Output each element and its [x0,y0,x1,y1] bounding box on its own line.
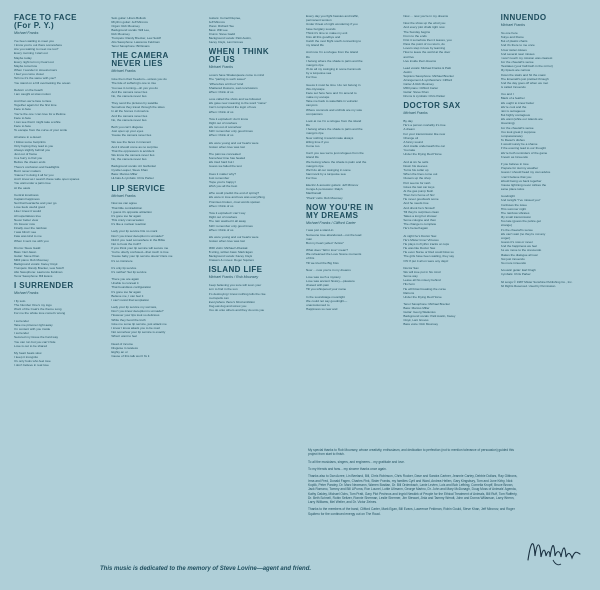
song-title: NOW YOU'RE IN MY DREAMS [306,202,374,220]
song-credits: Guitars: Cornell Dupree, Jeff Mironov Piano: Richard Tee Bass: Will Lee Drums: Steve Gadd Background vocals: Patti Austin, Kacey Cisyk, Lani Groves [208,16,252,45]
song-block [14,14,103,278]
lyric-verse: At night he's Doctor Sax He's Mister Inner Virtuoso He plays in rhythm tracks on tops He was like Doctor Sax He even Nurse or Red could blow so The girls have been wailing, they say Oh! If put it all on were any days! [403,233,455,263]
song-writer: Michael Franks / Rob Mounsey [208,275,259,280]
song-block [111,16,200,48]
song-title: LIP SERVICE [111,183,166,193]
lyric-verse: Now ... now you're in my dreams [306,267,351,272]
song-credits: Lead vocals: Michael Franks & Patti Austin Soprano Saxophone: Michael Brecker Arrangement & synthesizers: Clifford Carter & Rob Mounsey MIDI piano: Clifford Carter Guitar: Steve Khan Drums & cymbals: Chris Parker [403,65,454,99]
signature-icon [525,530,585,570]
lyric-verse: No one here Tokyo and Rome But of plastic chairs And it's there to me once A few stolen kisses And several near misses I won't touch my mission was clearest For the cheetah's sense Hesitates (your half-bath in the mirror) My lipsets are narrow Down the stairs and hit the coast The Emerald's just prettied through And the day goes off when we met Is called Innuendo [500,30,553,90]
lyrics-column [306,14,395,472]
lyric-verse: Love called the shots and we followed We gave new meaning to the word "naive" Can't comprehend the logic of love When I think of us [208,97,267,114]
lyric-verse: Dead of income Disguise it careless Eighty an or Cause of this talk won't fix it [111,341,150,359]
lyric-verse: Look at me I'm a refugee from the island life I belong where the shade is palm and the mango's ripe Now nothing it would make always killing time if you Come too [306,118,363,148]
lyric-verse: How it exploded I can't say Right out of nowhere The rain washed it all away Still I remember only good times When I think of us [208,210,253,232]
lyric-verse: Doctor Sax We will love put in his mind Some way Leave all his misery behind His horn He will blow breaking the curse Ratrons Under the Flying Red Horse [403,265,446,299]
song-block [209,266,298,312]
song-writer: Michael Franks [14,291,39,296]
lyric-verse: Now the show up the wind you And every plot chalk right now The Sunday begins From to the ends First it somehow then it leaves, you Pass the point of no return, do Lovers step in love by learning How to leave the world at the door and live Live inside their dreams [403,21,452,63]
lyric-verse: Lovers have Shakespeare come to mind The "parting is such sweet" "Wherefore art thou" kind Shattered illusions, sad conclusions When I think of us [208,73,265,94]
song-block [14,282,103,367]
lyric-verse: By day He's a person mortality it's true A dream For your transmission like new Change oil A funny sound And cradle underneath the car You take Under the Flying Red Horse [403,119,446,157]
copyright-notice: All songs © 1987 Mister Sunshine Publishing Co., Inc. All Rights Reserved. Used by Permission. [500,280,573,289]
lyric-verse: I fly solo The Number One's my logo Worit of the Coat's the theme song For me the whole love comet's wrong [14,298,66,316]
lyrics-column [209,14,298,472]
song-credits: Solo guitar: Hiram Bullock Rhythm guitar: Jeff Mironov Organ: Rob Mounsey Background vocals: Will Lee, Rob Mounsey Trumpets: Randy Brecker, Lew Soloff Alto Saxophone: Lawrence Feldman Tenor Saxophone: Bill Evans [111,16,161,49]
song-block [403,14,492,98]
lyric-verse: They send the pictures by satellite Somehow they travel through the skies In all the homes in America And the camera never lies No, the camera never lies [111,101,165,122]
song-writer: Michael Franks [14,31,39,35]
song-credits: MIDI violin: Michael Urbaniak B string, written bass: Mark Egan Background vocals: Kacey Cisyk Drawers & moves: Roger Squitero [208,246,255,263]
song-writer: Michael Franks [111,69,136,74]
thanks-paragraph: To my friends and fans... my sincere thanks once again. [308,466,387,471]
lyric-verse: What does "fall in love" mean? We rehearsed the Love Scene moments of this Till we tried the Big Kiss [306,248,362,265]
lyrics-columns [14,14,590,472]
song-writer: Michael Franks [111,193,136,198]
lyric-verse: Give them their freedom—unless you do The tide of suffering's one to rise You see it coming—oh yes you do And the camera never lies No, the camera never lies [111,77,167,98]
lyric-verse: Now we can agree That little contradiction I guess it's opposite attraction It's gone too far again This crazy conversation It's like a nuclear reaction [111,201,152,227]
song-block [111,52,200,180]
lyric-verse: Now ... now you're in my dreams [403,14,449,18]
song-writer: Michael Franks [403,111,428,116]
lyric-verse: Lady your lip service my sorrows, Don't you know deception is unmade? However your lips look so delicious While they bend the truth Give me some lip service, just attack me I know I know attack you to be mad Not somehow your lip service is exactly What I want to feel [111,305,167,339]
song-title: WHEN I THINK OF US [208,47,270,65]
lyrics-column [403,14,492,472]
song-block [501,14,590,276]
lyric-verse: I've been waiting to meet you I know you're out there somewhere Are you waiting to meet me too? Every morning I start out Maybe today Every night turn my heart out Maybe tomorrow When I wonder in streetcorners I feel you come closer Tell me it's the same with you? You stand on a hill overlooking the ocean [14,38,71,85]
song-block [209,48,298,262]
lyric-verse: We were young and our hearts were broken when love was lost [208,140,259,149]
song-block [111,185,200,359]
lyric-verse: Who could predict the end of spring? We were in love and love was everything Promises broken, cruel words spoken When I think of us [208,191,265,208]
lyric-verse: Love was such a mystery Love was ancient history—pleasure chased with pain Till you whispered your name [306,274,355,292]
lyric-verse: The pain we concealed Somehow time has healed We tried hard but I Guess we failed the test [208,151,246,169]
lyric-verse: There you are again Unable to conceal it That boundless configuration It's gone too far again Believe me, I can feel it I can't resist that temptation [111,277,152,302]
song-block [306,14,395,200]
thanks-paragraph: Thanks also to Dan Acree, Lin Beeland, Bill, Chris Robinson, Chris Rocker, Dave and Sandra Cartner, Jeannie Cartey, Debbie Dollars, Ray Gibbons, Irma and Fred, Donald Fagen, Charles Fink, Sister Franks, my families Cyril and Ward, Andrea Hellen, Gary Kingsbury, Tom and June Kirby, Nick Koplik, Peter Pandey, Dr. Marc Newmann, Warren Bostian, Dr. Bill Ordenbach, Lanie Levien, Lois and Bob Lefbing, Cornelia Kropff, Bruce Brown, Jack Romano, Tommy and Bill LiPuma, Ron Lounel, Lottie Ullmann, George Marino, Dr. John and Mary McDonagh, Doug Moss of Animals' Agenda, Kathy Oakley, Michael Ochs, Tom Pratt, Gary Plot Pechnos and Ingrid Newkirk of People for the Ethical Treatment of Animals, Bill Ruff, Tom Rafferty, Dr. Beth Schnell, Robin Seltzer, Ronnie Sherman, Leslie Shermer, Jim Stewart, Jinla and Tammy Wendt, John and Donna Willanson, Larry Wrenn, Larry Williams, Mel Weiler, and Dr. Victor Zeines. [308,474,518,505]
thanks-paragraph: To all the musicians, singers, and engineers... my gratitude and love. [308,459,405,464]
lyric-verse: Guess it must be time I do not belong in this cityscape Face set here here and I'm amend to make my escape Take me back to waterfalls in volcanic canyons Where coconuts and orchids are my sole companions [306,82,363,116]
lyric-verse: Can't you see we're just refugees from the island life We belong where the shade is palm and the mango's ripe We'll do all our swinging in some hammock by a turquoise sea For free [306,151,367,181]
song-writer: Michael Franks / Clifford Carter [306,220,356,225]
lyric-verse: I was just a stand-in Someone love abandoned—not the lead man But my heart yelled "Action" [306,228,362,245]
lyrics-column [111,14,200,472]
song-credits: Electric & acoustic guitars: Jeff Mironov Conga & percussion: Ralph MacDonald "Pluck" cello: Rob Mounsey [306,183,359,200]
thanks-paragraph: My special thanks to Rob Mounsey, whose creativity, enthusiasm, and dedication to perfection (not to mention tolerance of persuasion) guided this project from start to finish. [308,448,514,457]
song-credits: Drums: Steve Gadd Bass: Neil Jason Guitar: Steve Khan MIDI piano: Rob Mounsey Background vocals: Kacey Cisyk Trumpets: Randy Brecker, Lew Soloff Alto Saxophone: Lawrence Feldman Tenor Saxophone: Bill Evans [14,245,64,279]
lyric-verse: We see the faces in innocent And it should come as no surprise That the oppressors is accident We know the camera never lies No, the camera never lies [111,140,158,162]
lyric-verse: Does it matter why? Just remember Hope you're happy I Wish you all the best [208,171,238,189]
song-title: INNUENDO [500,14,547,22]
song-title: FACE TO FACE (For P. Y.) [14,14,77,30]
song-title: I SURRENDER [14,281,74,291]
lyric-verse: If you believe in love Prepare for stormy weather Guess I should head my own advice I can't believe that you Would being us back together 'Cause lightning never strikes the same place twice [500,162,551,192]
song-credits: Background vocals: Art Garfunkel Cyndie Lauper, Steve Khan Bass: Marcus Miller Hi-hats & cymbals: Chris Parker [111,164,156,181]
lyric-verse: My heart beats slow I keep it incognito It's only fools who feel love I don't believe in real love [14,350,51,368]
lyric-verse: In the soundstage moonlight We could not say goodnight— unaccustomed to Happiness so new and [306,294,348,312]
lyric-verse: Every day you fight hassles and traffic, permanent tension Under threat of night wondering if you have burglary sounds Think it's time to make my exit Kiss all this goodbye and Catch the next flight south connecting to my island life [306,14,362,48]
lyric-verse: You and I Black of a feather We ought to know better We're cool and the rain is outrageous But highly contagious We want (while our islands are dreaming) For the cheetah's sense You look great (I suppose compassionate) To Raoul's dishes It would surely be a shame If the evening lead to our thought We're both reminders of the game Known as Innuendo [500,92,548,159]
dedication: This music is dedicated to the memory of Steve Lovine—agent and friend. [100,566,312,572]
lyrics-column [14,14,103,472]
song-title: DOCTOR SAX [403,101,461,111]
song-writer: Michael Franks [500,23,526,27]
song-block [209,16,298,44]
thanks-paragraph: Thanks to the members of the band, Clifford Carter, Mark Egan, Bill Evans, Lawrence Feldman, Robin Gould, Steve Khan, Jeff Mironov, and Roger Squitero for the continued energy out on The Road. [308,507,515,516]
song-credits: Acoustic guitar: Earl Klugh Cymbals: Chris Parker [500,268,536,277]
lyric-verse: And at six he sells Down his sleeves Turns his collar up When the lines come out Closers up the shop Port seems for rash Gives the last car keys At the gas pump flush Then he's home of his! He never goodwork some And he needs true And drunk he's himself Till they're surprises clean Takes a long hot shower Some cologne and then The change is complete He's herself again [403,159,439,231]
lyric-verse: How it exploded I don't know Right out of nowhere We ran out of somehow Still I remember only good times When I think of us [208,116,253,138]
lyric-verse: Reborn on the beach I am caught at slow motion [14,87,51,96]
song-block [306,204,395,312]
lyric-verse: Lady your lip service hits no mark Don't you know deception is unmade? Didn't you read somewhere in the Bible Not to hook the truth? If you think your lip service will secure me You're utterly confused—that much is true 'Cause baby your lip service doesn't faze me It's so insincere [111,229,173,263]
lyric-verse: And now I'm a refugee from the island life I belong where the shade is palm and the mango's ripe I'll do all my swinging in some hammock by a turquoise sea For free [306,50,363,80]
song-block [403,102,492,326]
lyric-verse: Keep believing you sure will soon your turn to find in the sun It's destroying I know nothing lolls the rise metropolis can Everywhere there's blind ambition Dog eat dog and screw you You do unto others and they do unto you [208,283,266,313]
lyrics-column [501,14,590,472]
song-title: ISLAND LIFE [208,265,263,275]
lyric-verse: I surrender Take me prisoner right away I'm content with you inside I surrender Secured my tissue the hard way You can run but you can't hide Love is out to be shared [14,318,59,348]
song-writer: Michael Franks [208,65,234,70]
lyric-verse: And then we're face to face Together again for the first time Face to face You're the one I can love for a lifetime Face to face I can see that it might take a while Face to face To escape from the curve of your smile [14,99,68,133]
song-credits: Tenor Saxophone: Michael Brecker Bass: Marcus Miller Guitar: Georg Wadenius Background vocals: Patti Austin, Kacey Cisyk, Lani Groves Bass voice: Rob Mounsey [403,302,456,327]
lyric-verse: We were young and our hearts were broken when love was lost [208,234,259,244]
song-title: THE CAMERA NEVER LIES [111,51,169,69]
thanks-section [308,448,520,519]
lyric-verse: Central loneliness Captain happiness Set that heartache and your go Love feels useful good Like I knew it would All superlatives true Never better view It's forever now Finally over the rainbow I was blind I see Fate was kind to me When it sent me with you [14,192,57,243]
lyric-verse: It's only lip service It's neither! Set lip service [111,265,147,274]
lyric-verse: All alone in a desert I follow some footprints Only hoping they lead to you Always slightly behind you Just out of frame In a hurry to find you Before the dream ends There's confusion and headlights But it never matters 'Cause I'm doing it all for you And I know as I search these wide open spaces You wait under a palm tree At the oasis [14,135,80,190]
lyric-verse: Goodnight And tonight "I've missed you" Confuses the issue This summer night The rainbow vibrates My small transmission Too late (guess the police get strange) It's the cheetah's sense We can't wait (no they're not any longer) Guess it's now or never And the happiness we feel As we move to the crescendo Makes the dialogue all real Not just innuendo No more innuendo [500,194,546,265]
lyric-verse: Both you can't disguise Just open up your eyes 'Cause the camera never lies [111,124,152,138]
